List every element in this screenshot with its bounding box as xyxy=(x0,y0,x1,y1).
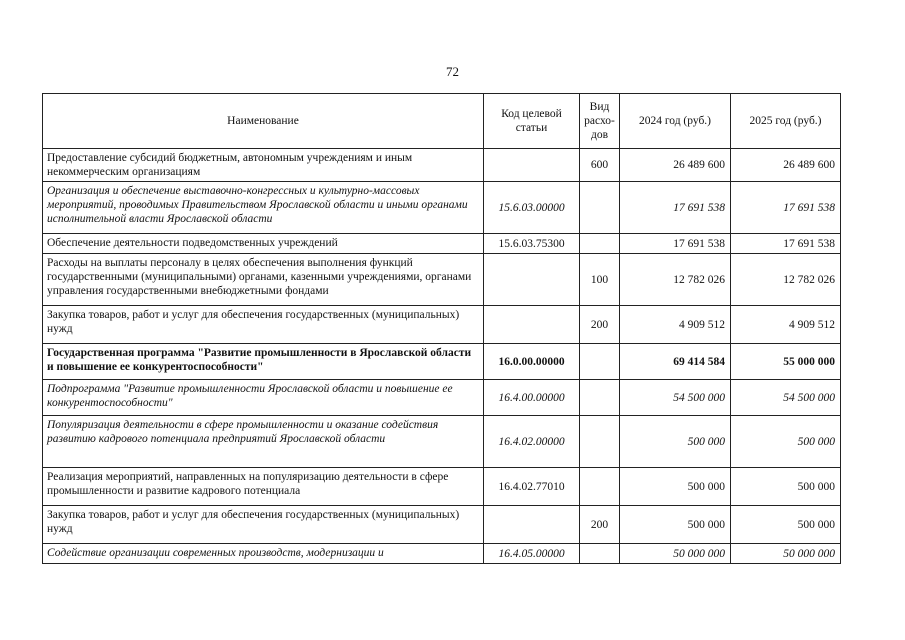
table-row xyxy=(43,182,841,234)
cell-year-2024: 500 000 xyxy=(620,506,731,544)
cell-year-2024: 17 691 538 xyxy=(620,234,731,254)
cell-expense-type xyxy=(580,416,620,468)
header-name: Наименование xyxy=(43,94,484,149)
cell-name: Содействие организации современных производств, модернизации и xyxy=(43,544,484,564)
cell-name: Популяризация деятельности в сфере промышленности и оказание содействия развитию кадрового потенциала предприятий Ярославской области xyxy=(43,416,484,468)
cell-year-2024: 26 489 600 xyxy=(620,149,731,182)
table-row xyxy=(43,506,841,544)
cell-name: Организация и обеспечение выставочно-конгрессных и культурно-массовых мероприятий, проводимых Правительством Ярославской области и иными органами исполнительной власти Ярославской области xyxy=(43,182,484,234)
cell-year-2025: 17 691 538 xyxy=(731,234,841,254)
cell-name: Закупка товаров, работ и услуг для обеспечения государственных (муниципальных) нужд xyxy=(43,506,484,544)
cell-expense-type: 200 xyxy=(580,306,620,344)
table-row xyxy=(43,544,841,564)
table-header-row xyxy=(43,94,841,149)
cell-expense-type: 100 xyxy=(580,254,620,306)
cell-code: 15.6.03.75300 xyxy=(484,234,580,254)
cell-code: 16.4.05.00000 xyxy=(484,544,580,564)
table-row xyxy=(43,416,841,468)
cell-expense-type xyxy=(580,468,620,506)
table-row xyxy=(43,254,841,306)
budget-table xyxy=(42,93,841,564)
cell-name: Расходы на выплаты персоналу в целях обеспечения выполнения функций государственными (муниципальными) органами, казенными учреждениями, органами управления государственными внебюджетными фондами xyxy=(43,254,484,306)
cell-code: 15.6.03.00000 xyxy=(484,182,580,234)
cell-code xyxy=(484,254,580,306)
header-year-2025: 2025 год (руб.) xyxy=(731,94,841,149)
table-body xyxy=(43,149,841,564)
cell-year-2024: 54 500 000 xyxy=(620,380,731,416)
header-year-2024: 2024 год (руб.) xyxy=(620,94,731,149)
cell-code: 16.0.00.00000 xyxy=(484,344,580,380)
cell-expense-type xyxy=(580,344,620,380)
cell-year-2024: 69 414 584 xyxy=(620,344,731,380)
cell-year-2024: 4 909 512 xyxy=(620,306,731,344)
cell-year-2025: 55 000 000 xyxy=(731,344,841,380)
table-row xyxy=(43,234,841,254)
table-row xyxy=(43,306,841,344)
cell-year-2025: 500 000 xyxy=(731,416,841,468)
cell-expense-type: 600 xyxy=(580,149,620,182)
cell-expense-type: 200 xyxy=(580,506,620,544)
cell-name: Реализация мероприятий, направленных на популяризацию деятельности в сфере промышленности и развитие кадрового потенциала xyxy=(43,468,484,506)
cell-year-2024: 12 782 026 xyxy=(620,254,731,306)
cell-year-2024: 500 000 xyxy=(620,416,731,468)
cell-year-2025: 17 691 538 xyxy=(731,182,841,234)
cell-year-2025: 4 909 512 xyxy=(731,306,841,344)
table-row xyxy=(43,344,841,380)
cell-year-2025: 26 489 600 xyxy=(731,149,841,182)
cell-code: 16.4.02.77010 xyxy=(484,468,580,506)
cell-code xyxy=(484,506,580,544)
cell-year-2025: 54 500 000 xyxy=(731,380,841,416)
header-code: Код целевой статьи xyxy=(484,94,580,149)
cell-name: Подпрограмма "Развитие промышленности Ярославской области и повышение ее конкурентоспособности" xyxy=(43,380,484,416)
cell-code: 16.4.00.00000 xyxy=(484,380,580,416)
cell-year-2025: 500 000 xyxy=(731,468,841,506)
cell-name: Обеспечение деятельности подведомственных учреждений xyxy=(43,234,484,254)
table-row xyxy=(43,468,841,506)
cell-year-2024: 500 000 xyxy=(620,468,731,506)
cell-expense-type xyxy=(580,234,620,254)
cell-code xyxy=(484,149,580,182)
table-row xyxy=(43,149,841,182)
table-row xyxy=(43,380,841,416)
cell-expense-type xyxy=(580,380,620,416)
cell-year-2025: 500 000 xyxy=(731,506,841,544)
cell-name: Предоставление субсидий бюджетным, автономным учреждениям и иным некоммерческим организациям xyxy=(43,149,484,182)
cell-code xyxy=(484,306,580,344)
cell-year-2024: 50 000 000 xyxy=(620,544,731,564)
cell-year-2025: 50 000 000 xyxy=(731,544,841,564)
cell-name: Государственная программа "Развитие промышленности в Ярославской области и повышение ее конкурентоспособности" xyxy=(43,344,484,380)
page-number: 72 xyxy=(446,64,459,79)
header-expense-type: Вид расхо-дов xyxy=(580,94,620,149)
cell-name: Закупка товаров, работ и услуг для обеспечения государственных (муниципальных) нужд xyxy=(43,306,484,344)
cell-year-2024: 17 691 538 xyxy=(620,182,731,234)
cell-expense-type xyxy=(580,544,620,564)
cell-year-2025: 12 782 026 xyxy=(731,254,841,306)
cell-expense-type xyxy=(580,182,620,234)
cell-code: 16.4.02.00000 xyxy=(484,416,580,468)
